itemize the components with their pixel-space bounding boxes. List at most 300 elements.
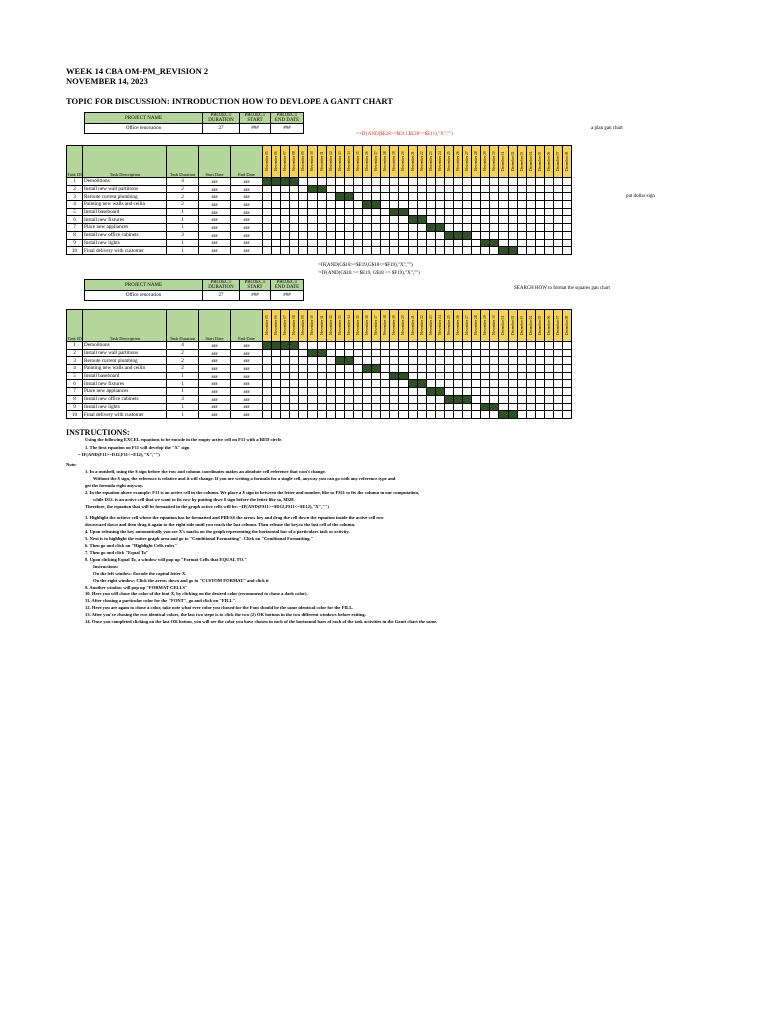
gantt-cell[interactable] bbox=[435, 411, 444, 419]
gantt-cell[interactable] bbox=[544, 185, 553, 193]
gantt-cell[interactable] bbox=[526, 342, 535, 350]
project-start-value[interactable]: ### bbox=[240, 291, 271, 301]
task-description[interactable]: Reroute current plumbing bbox=[83, 357, 167, 365]
gantt-cell[interactable] bbox=[299, 411, 308, 419]
gantt-cell[interactable] bbox=[463, 388, 472, 396]
gantt-cell[interactable] bbox=[335, 247, 344, 255]
task-start-date[interactable]: ### bbox=[199, 342, 231, 350]
task-duration[interactable]: 2 bbox=[167, 201, 199, 209]
gantt-cell[interactable] bbox=[272, 208, 281, 216]
gantt-cell[interactable] bbox=[299, 178, 308, 186]
gantt-cell[interactable] bbox=[326, 178, 335, 186]
gantt-cell[interactable] bbox=[399, 380, 408, 388]
gantt-bar-cell[interactable] bbox=[344, 357, 353, 365]
gantt-cell[interactable] bbox=[481, 208, 490, 216]
task-start-date[interactable]: ### bbox=[199, 388, 231, 396]
gantt-cell[interactable] bbox=[372, 216, 381, 224]
gantt-cell[interactable] bbox=[363, 388, 372, 396]
gantt-cell[interactable] bbox=[453, 247, 462, 255]
gantt-cell[interactable] bbox=[499, 388, 508, 396]
gantt-cell[interactable] bbox=[563, 411, 572, 419]
gantt-cell[interactable] bbox=[390, 365, 399, 373]
gantt-cell[interactable] bbox=[263, 388, 272, 396]
gantt-cell[interactable] bbox=[563, 185, 572, 193]
gantt-cell[interactable] bbox=[544, 216, 553, 224]
gantt-cell[interactable] bbox=[490, 201, 499, 209]
gantt-cell[interactable] bbox=[453, 178, 462, 186]
task-start-date[interactable]: ### bbox=[199, 193, 231, 201]
gantt-cell[interactable] bbox=[408, 201, 417, 209]
gantt-cell[interactable] bbox=[517, 411, 526, 419]
gantt-cell[interactable] bbox=[390, 178, 399, 186]
gantt-cell[interactable] bbox=[490, 380, 499, 388]
gantt-cell[interactable] bbox=[535, 342, 544, 350]
task-id[interactable]: 9 bbox=[67, 239, 83, 247]
gantt-cell[interactable] bbox=[517, 247, 526, 255]
gantt-cell[interactable] bbox=[472, 357, 481, 365]
gantt-cell[interactable] bbox=[272, 403, 281, 411]
gantt-cell[interactable] bbox=[517, 380, 526, 388]
task-description[interactable]: Install new lights bbox=[83, 403, 167, 411]
gantt-cell[interactable] bbox=[544, 247, 553, 255]
gantt-cell[interactable] bbox=[517, 216, 526, 224]
gantt-cell[interactable] bbox=[444, 193, 453, 201]
gantt-cell[interactable] bbox=[263, 380, 272, 388]
gantt-cell[interactable] bbox=[535, 216, 544, 224]
gantt-cell[interactable] bbox=[326, 349, 335, 357]
gantt-cell[interactable] bbox=[326, 185, 335, 193]
gantt-cell[interactable] bbox=[353, 201, 362, 209]
gantt-cell[interactable] bbox=[481, 357, 490, 365]
gantt-cell[interactable] bbox=[472, 380, 481, 388]
gantt-cell[interactable] bbox=[472, 224, 481, 232]
gantt-cell[interactable] bbox=[444, 380, 453, 388]
gantt-cell[interactable] bbox=[490, 216, 499, 224]
gantt-cell[interactable] bbox=[263, 193, 272, 201]
gantt-cell[interactable] bbox=[554, 247, 563, 255]
gantt-cell[interactable] bbox=[554, 239, 563, 247]
task-description[interactable]: Install new office cabinets bbox=[83, 395, 167, 403]
gantt-cell[interactable] bbox=[499, 349, 508, 357]
gantt-cell[interactable] bbox=[463, 411, 472, 419]
gantt-cell[interactable] bbox=[472, 247, 481, 255]
gantt-cell[interactable] bbox=[290, 365, 299, 373]
gantt-cell[interactable] bbox=[272, 411, 281, 419]
gantt-cell[interactable] bbox=[563, 193, 572, 201]
task-id[interactable]: 10 bbox=[67, 247, 83, 255]
gantt-cell[interactable] bbox=[563, 349, 572, 357]
gantt-cell[interactable] bbox=[472, 216, 481, 224]
gantt-cell[interactable] bbox=[335, 178, 344, 186]
gantt-cell[interactable] bbox=[463, 380, 472, 388]
gantt-cell[interactable] bbox=[299, 224, 308, 232]
gantt-bar-cell[interactable] bbox=[263, 342, 272, 350]
task-id[interactable]: 6 bbox=[67, 380, 83, 388]
task-end-date[interactable]: ### bbox=[231, 380, 263, 388]
gantt-cell[interactable] bbox=[490, 411, 499, 419]
gantt-cell[interactable] bbox=[563, 403, 572, 411]
gantt-cell[interactable] bbox=[472, 185, 481, 193]
gantt-cell[interactable] bbox=[526, 388, 535, 396]
gantt-cell[interactable] bbox=[272, 224, 281, 232]
gantt-cell[interactable] bbox=[344, 403, 353, 411]
gantt-cell[interactable] bbox=[563, 388, 572, 396]
gantt-cell[interactable] bbox=[508, 201, 517, 209]
gantt-cell[interactable] bbox=[435, 201, 444, 209]
gantt-cell[interactable] bbox=[453, 208, 462, 216]
task-start-date[interactable]: ### bbox=[199, 224, 231, 232]
task-start-date[interactable]: ### bbox=[199, 403, 231, 411]
gantt-cell[interactable] bbox=[426, 239, 435, 247]
gantt-cell[interactable] bbox=[453, 342, 462, 350]
gantt-cell[interactable] bbox=[326, 216, 335, 224]
gantt-cell[interactable] bbox=[426, 193, 435, 201]
gantt-cell[interactable] bbox=[335, 201, 344, 209]
gantt-cell[interactable] bbox=[263, 349, 272, 357]
gantt-cell[interactable] bbox=[408, 403, 417, 411]
gantt-cell[interactable] bbox=[554, 224, 563, 232]
gantt-cell[interactable] bbox=[281, 395, 290, 403]
gantt-cell[interactable] bbox=[299, 208, 308, 216]
task-description[interactable]: Install baseboard bbox=[83, 372, 167, 380]
gantt-cell[interactable] bbox=[526, 372, 535, 380]
gantt-cell[interactable] bbox=[426, 403, 435, 411]
gantt-bar-cell[interactable] bbox=[453, 231, 462, 239]
gantt-cell[interactable] bbox=[281, 193, 290, 201]
gantt-cell[interactable] bbox=[508, 178, 517, 186]
gantt-cell[interactable] bbox=[544, 411, 553, 419]
task-end-date[interactable]: ### bbox=[231, 239, 263, 247]
task-duration[interactable]: 1 bbox=[167, 224, 199, 232]
gantt-cell[interactable] bbox=[372, 185, 381, 193]
gantt-cell[interactable] bbox=[408, 224, 417, 232]
gantt-cell[interactable] bbox=[435, 403, 444, 411]
gantt-cell[interactable] bbox=[299, 349, 308, 357]
gantt-cell[interactable] bbox=[426, 365, 435, 373]
gantt-cell[interactable] bbox=[472, 193, 481, 201]
gantt-bar-cell[interactable] bbox=[426, 224, 435, 232]
gantt-cell[interactable] bbox=[526, 395, 535, 403]
gantt-cell[interactable] bbox=[281, 231, 290, 239]
gantt-bar-cell[interactable] bbox=[453, 395, 462, 403]
gantt-cell[interactable] bbox=[308, 201, 317, 209]
gantt-cell[interactable] bbox=[453, 185, 462, 193]
gantt-cell[interactable] bbox=[317, 342, 326, 350]
task-start-date[interactable]: ### bbox=[199, 411, 231, 419]
gantt-cell[interactable] bbox=[481, 395, 490, 403]
gantt-cell[interactable] bbox=[508, 388, 517, 396]
gantt-cell[interactable] bbox=[272, 239, 281, 247]
gantt-cell[interactable] bbox=[490, 388, 499, 396]
gantt-cell[interactable] bbox=[544, 395, 553, 403]
gantt-cell[interactable] bbox=[363, 372, 372, 380]
gantt-cell[interactable] bbox=[390, 395, 399, 403]
gantt-cell[interactable] bbox=[453, 388, 462, 396]
gantt-cell[interactable] bbox=[363, 216, 372, 224]
gantt-bar-cell[interactable] bbox=[463, 395, 472, 403]
gantt-cell[interactable] bbox=[490, 185, 499, 193]
gantt-cell[interactable] bbox=[417, 395, 426, 403]
gantt-cell[interactable] bbox=[554, 380, 563, 388]
gantt-cell[interactable] bbox=[335, 342, 344, 350]
gantt-cell[interactable] bbox=[281, 208, 290, 216]
gantt-cell[interactable] bbox=[472, 403, 481, 411]
gantt-cell[interactable] bbox=[326, 342, 335, 350]
gantt-cell[interactable] bbox=[417, 372, 426, 380]
gantt-cell[interactable] bbox=[472, 239, 481, 247]
task-duration[interactable]: 1 bbox=[167, 216, 199, 224]
gantt-cell[interactable] bbox=[435, 357, 444, 365]
gantt-cell[interactable] bbox=[363, 349, 372, 357]
gantt-bar-cell[interactable] bbox=[417, 216, 426, 224]
gantt-cell[interactable] bbox=[426, 395, 435, 403]
gantt-cell[interactable] bbox=[326, 193, 335, 201]
gantt-cell[interactable] bbox=[290, 395, 299, 403]
gantt-cell[interactable] bbox=[563, 231, 572, 239]
gantt-cell[interactable] bbox=[526, 357, 535, 365]
gantt-cell[interactable] bbox=[263, 231, 272, 239]
gantt-cell[interactable] bbox=[290, 208, 299, 216]
gantt-cell[interactable] bbox=[499, 380, 508, 388]
gantt-cell[interactable] bbox=[353, 224, 362, 232]
gantt-cell[interactable] bbox=[263, 247, 272, 255]
gantt-cell[interactable] bbox=[326, 380, 335, 388]
task-start-date[interactable]: ### bbox=[199, 357, 231, 365]
gantt-cell[interactable] bbox=[563, 224, 572, 232]
gantt-bar-cell[interactable] bbox=[344, 193, 353, 201]
gantt-cell[interactable] bbox=[290, 247, 299, 255]
gantt-cell[interactable] bbox=[526, 193, 535, 201]
gantt-cell[interactable] bbox=[435, 185, 444, 193]
gantt-cell[interactable] bbox=[353, 231, 362, 239]
gantt-cell[interactable] bbox=[453, 349, 462, 357]
gantt-cell[interactable] bbox=[344, 178, 353, 186]
gantt-cell[interactable] bbox=[372, 208, 381, 216]
gantt-cell[interactable] bbox=[490, 372, 499, 380]
gantt-cell[interactable] bbox=[390, 239, 399, 247]
project-duration-value[interactable]: 27 bbox=[203, 124, 240, 134]
gantt-cell[interactable] bbox=[372, 395, 381, 403]
gantt-cell[interactable] bbox=[444, 208, 453, 216]
gantt-cell[interactable] bbox=[263, 208, 272, 216]
gantt-cell[interactable] bbox=[299, 216, 308, 224]
gantt-cell[interactable] bbox=[381, 201, 390, 209]
gantt-cell[interactable] bbox=[308, 247, 317, 255]
gantt-cell[interactable] bbox=[335, 372, 344, 380]
gantt-cell[interactable] bbox=[444, 201, 453, 209]
gantt-cell[interactable] bbox=[517, 231, 526, 239]
gantt-cell[interactable] bbox=[399, 201, 408, 209]
gantt-cell[interactable] bbox=[544, 388, 553, 396]
gantt-cell[interactable] bbox=[263, 185, 272, 193]
task-id[interactable]: 5 bbox=[67, 372, 83, 380]
gantt-cell[interactable] bbox=[372, 357, 381, 365]
gantt-cell[interactable] bbox=[544, 231, 553, 239]
gantt-cell[interactable] bbox=[435, 247, 444, 255]
gantt-cell[interactable] bbox=[308, 372, 317, 380]
gantt-cell[interactable] bbox=[399, 178, 408, 186]
gantt-cell[interactable] bbox=[272, 216, 281, 224]
gantt-cell[interactable] bbox=[535, 403, 544, 411]
gantt-cell[interactable] bbox=[544, 365, 553, 373]
gantt-cell[interactable] bbox=[426, 357, 435, 365]
task-end-date[interactable]: ### bbox=[231, 349, 263, 357]
gantt-cell[interactable] bbox=[426, 372, 435, 380]
gantt-cell[interactable] bbox=[472, 395, 481, 403]
task-id[interactable]: 8 bbox=[67, 395, 83, 403]
gantt-cell[interactable] bbox=[335, 411, 344, 419]
gantt-cell[interactable] bbox=[526, 349, 535, 357]
task-description[interactable]: Demolitions bbox=[83, 342, 167, 350]
gantt-cell[interactable] bbox=[554, 395, 563, 403]
gantt-cell[interactable] bbox=[563, 372, 572, 380]
gantt-cell[interactable] bbox=[472, 349, 481, 357]
gantt-cell[interactable] bbox=[563, 208, 572, 216]
gantt-cell[interactable] bbox=[381, 357, 390, 365]
gantt-cell[interactable] bbox=[290, 388, 299, 396]
gantt-cell[interactable] bbox=[335, 185, 344, 193]
gantt-cell[interactable] bbox=[463, 224, 472, 232]
gantt-cell[interactable] bbox=[308, 411, 317, 419]
gantt-cell[interactable] bbox=[517, 185, 526, 193]
gantt-cell[interactable] bbox=[499, 239, 508, 247]
gantt-cell[interactable] bbox=[508, 349, 517, 357]
gantt-bar-cell[interactable] bbox=[426, 388, 435, 396]
gantt-cell[interactable] bbox=[390, 216, 399, 224]
gantt-cell[interactable] bbox=[453, 201, 462, 209]
gantt-cell[interactable] bbox=[544, 193, 553, 201]
gantt-cell[interactable] bbox=[526, 239, 535, 247]
project-end-value[interactable]: ### bbox=[271, 291, 304, 301]
gantt-cell[interactable] bbox=[263, 403, 272, 411]
gantt-cell[interactable] bbox=[535, 201, 544, 209]
gantt-cell[interactable] bbox=[499, 178, 508, 186]
gantt-cell[interactable] bbox=[463, 403, 472, 411]
gantt-cell[interactable] bbox=[317, 388, 326, 396]
gantt-cell[interactable] bbox=[290, 372, 299, 380]
gantt-cell[interactable] bbox=[353, 342, 362, 350]
gantt-cell[interactable] bbox=[417, 178, 426, 186]
gantt-cell[interactable] bbox=[299, 380, 308, 388]
gantt-cell[interactable] bbox=[335, 216, 344, 224]
gantt-bar-cell[interactable] bbox=[444, 395, 453, 403]
gantt-cell[interactable] bbox=[390, 201, 399, 209]
gantt-cell[interactable] bbox=[554, 357, 563, 365]
task-description[interactable]: Final delivery with customer bbox=[83, 247, 167, 255]
gantt-cell[interactable] bbox=[408, 193, 417, 201]
task-end-date[interactable]: ### bbox=[231, 247, 263, 255]
task-duration[interactable]: 3 bbox=[167, 395, 199, 403]
gantt-cell[interactable] bbox=[535, 208, 544, 216]
gantt-cell[interactable] bbox=[381, 185, 390, 193]
gantt-cell[interactable] bbox=[417, 201, 426, 209]
gantt-cell[interactable] bbox=[444, 388, 453, 396]
gantt-cell[interactable] bbox=[335, 239, 344, 247]
gantt-cell[interactable] bbox=[490, 349, 499, 357]
gantt-cell[interactable] bbox=[426, 231, 435, 239]
gantt-cell[interactable] bbox=[399, 239, 408, 247]
gantt-cell[interactable] bbox=[435, 380, 444, 388]
gantt-cell[interactable] bbox=[517, 193, 526, 201]
gantt-cell[interactable] bbox=[554, 193, 563, 201]
gantt-bar-cell[interactable] bbox=[363, 365, 372, 373]
gantt-cell[interactable] bbox=[435, 365, 444, 373]
task-start-date[interactable]: ### bbox=[199, 216, 231, 224]
task-id[interactable]: 3 bbox=[67, 357, 83, 365]
gantt-cell[interactable] bbox=[535, 411, 544, 419]
gantt-cell[interactable] bbox=[481, 247, 490, 255]
gantt-cell[interactable] bbox=[390, 342, 399, 350]
gantt-bar-cell[interactable] bbox=[390, 372, 399, 380]
gantt-cell[interactable] bbox=[372, 239, 381, 247]
task-id[interactable]: 4 bbox=[67, 201, 83, 209]
gantt-cell[interactable] bbox=[517, 365, 526, 373]
gantt-cell[interactable] bbox=[517, 349, 526, 357]
gantt-cell[interactable] bbox=[554, 365, 563, 373]
gantt-cell[interactable] bbox=[281, 380, 290, 388]
gantt-cell[interactable] bbox=[308, 357, 317, 365]
gantt-cell[interactable] bbox=[526, 380, 535, 388]
task-start-date[interactable]: ### bbox=[199, 349, 231, 357]
gantt-cell[interactable] bbox=[353, 216, 362, 224]
gantt-cell[interactable] bbox=[290, 185, 299, 193]
gantt-cell[interactable] bbox=[481, 193, 490, 201]
gantt-cell[interactable] bbox=[399, 357, 408, 365]
gantt-cell[interactable] bbox=[353, 247, 362, 255]
gantt-cell[interactable] bbox=[344, 239, 353, 247]
gantt-cell[interactable] bbox=[481, 185, 490, 193]
task-start-date[interactable]: ### bbox=[199, 395, 231, 403]
gantt-cell[interactable] bbox=[472, 372, 481, 380]
task-duration[interactable]: 2 bbox=[167, 185, 199, 193]
gantt-cell[interactable] bbox=[508, 231, 517, 239]
gantt-cell[interactable] bbox=[444, 239, 453, 247]
gantt-cell[interactable] bbox=[463, 239, 472, 247]
gantt-cell[interactable] bbox=[499, 372, 508, 380]
gantt-cell[interactable] bbox=[335, 208, 344, 216]
task-start-date[interactable]: ### bbox=[199, 380, 231, 388]
task-duration[interactable]: 1 bbox=[167, 239, 199, 247]
gantt-cell[interactable] bbox=[526, 224, 535, 232]
gantt-cell[interactable] bbox=[353, 372, 362, 380]
gantt-cell[interactable] bbox=[444, 178, 453, 186]
gantt-cell[interactable] bbox=[363, 193, 372, 201]
gantt-cell[interactable] bbox=[417, 365, 426, 373]
gantt-cell[interactable] bbox=[472, 342, 481, 350]
gantt-cell[interactable] bbox=[508, 372, 517, 380]
gantt-cell[interactable] bbox=[535, 224, 544, 232]
gantt-cell[interactable] bbox=[417, 342, 426, 350]
task-end-date[interactable]: ### bbox=[231, 201, 263, 209]
gantt-cell[interactable] bbox=[408, 395, 417, 403]
gantt-cell[interactable] bbox=[535, 247, 544, 255]
gantt-cell[interactable] bbox=[417, 224, 426, 232]
gantt-cell[interactable] bbox=[317, 239, 326, 247]
gantt-cell[interactable] bbox=[344, 411, 353, 419]
gantt-cell[interactable] bbox=[554, 208, 563, 216]
gantt-cell[interactable] bbox=[335, 395, 344, 403]
gantt-cell[interactable] bbox=[353, 411, 362, 419]
gantt-cell[interactable] bbox=[290, 193, 299, 201]
gantt-cell[interactable] bbox=[453, 372, 462, 380]
gantt-cell[interactable] bbox=[363, 185, 372, 193]
gantt-cell[interactable] bbox=[399, 216, 408, 224]
gantt-cell[interactable] bbox=[390, 247, 399, 255]
gantt-cell[interactable] bbox=[426, 185, 435, 193]
gantt-cell[interactable] bbox=[490, 365, 499, 373]
gantt-cell[interactable] bbox=[326, 239, 335, 247]
gantt-cell[interactable] bbox=[535, 365, 544, 373]
